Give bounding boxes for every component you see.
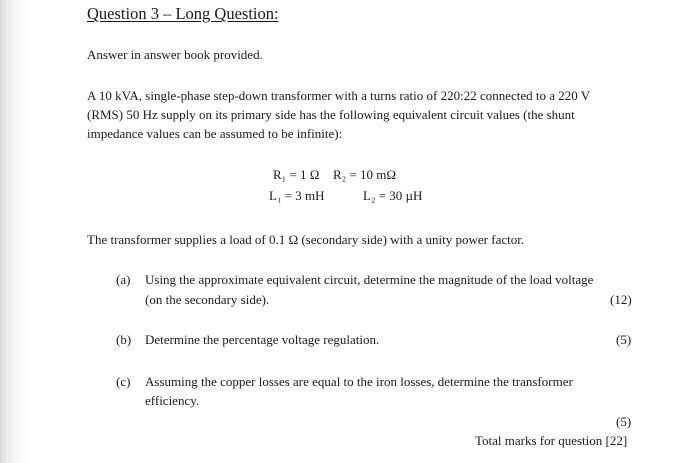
value-r1: R₁ = 1 Ω (273, 167, 320, 182)
part-c-line-2: efficiency. (145, 393, 200, 408)
part-a-marks: (12) (610, 292, 632, 307)
page-edge-shadow (0, 0, 30, 463)
instruction-text: Answer in answer book provided. (87, 47, 263, 62)
question-heading: Question 3 – Long Question: (87, 4, 279, 23)
part-b-marks: (5) (616, 332, 632, 347)
intro-line-1: A 10 kVA, single-phase step-down transformer with a turns ratio of 220:22 connected to a 220 V (87, 88, 591, 103)
part-b-label: (b) (116, 332, 132, 347)
part-c-marks: (5) (616, 414, 632, 429)
part-a-line-2: (on the secondary side). (145, 292, 270, 307)
intro-line-2: (RMS) 50 Hz supply on its primary side has the following equivalent circuit values (the shunt (87, 107, 575, 122)
intro-line-3: impedance values can be assumed to be infinite): (87, 126, 343, 141)
value-r2: R₂ = 10 mΩ (333, 167, 397, 182)
load-statement: The transformer supplies a load of 0.1 Ω (secondary side) with a unity power factor. (87, 232, 525, 247)
value-l2: L₂ = 30 µH (363, 188, 423, 203)
part-a-line-1: Using the approximate equivalent circuit, determine the magnitude of the load voltage (145, 272, 594, 287)
total-marks: Total marks for question [22] (475, 433, 628, 448)
part-c-label: (c) (116, 374, 131, 389)
part-c-line-1: Assuming the copper losses are equal to the iron losses, determine the transformer (145, 374, 573, 389)
part-a-label: (a) (116, 272, 131, 287)
value-l1: L₁ = 3 mH (269, 188, 325, 203)
part-b-line-1: Determine the percentage voltage regulation. (145, 332, 380, 347)
